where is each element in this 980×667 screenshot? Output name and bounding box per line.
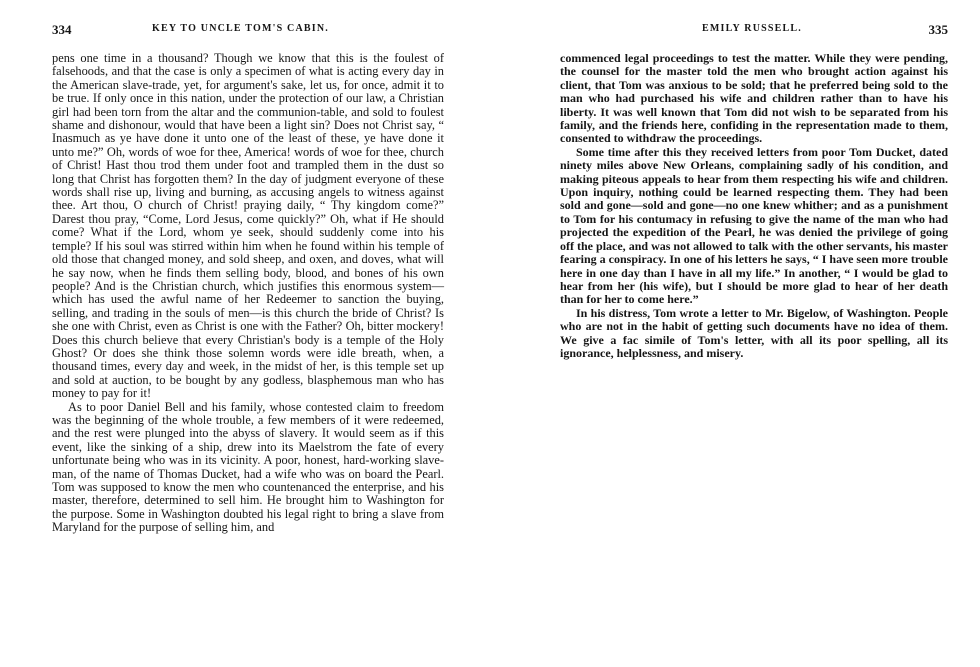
left-page-body bbox=[52, 52, 444, 535]
right-page-header bbox=[560, 22, 948, 38]
left-page-number: 334 bbox=[52, 22, 72, 37]
right-page-number: 335 bbox=[928, 22, 948, 37]
right-paragraph-1: commenced legal proceedings to test the matter. While they were pending, the counsel for the master told the men who brought action against his client, that Tom was anxious to be sold; that he preferred being sold to the man who had purchased his wife and children rather than to have his liberty. It was well known that Tom did not wish to be separated from his family, and the friends here, confiding in the representation made to them, consented to withdraw the proceedings. bbox=[560, 51, 948, 146]
left-page-header bbox=[52, 22, 444, 38]
right-running-head: EMILY RUSSELL. bbox=[702, 23, 802, 34]
left-paragraph-1: pens one time in a thousand? Though we know that this is the foulest of falsehoods, and that the case is only a specimen of what is acting every day in the American slave-trade, yet, for argument's sake, let us, for once, admit it to be true. If only once in this nation, under the protection of our law, a Christian girl had been torn from the altar and the communion-table, and sold to foulest shame and dishonour, would that have been a light sin? Does not Christ say, “ Inasmuch as ye have done it unto one of the least of these, ye have done it unto me?” Oh, words of woe for thee, America! words of woe for thee, church of Christ! Hast thou trod them under foot and trampled them in the dust so long that Christ has forgotten them? In the day of judgment everyone of these words shall rise up, living and burning, as accusing angels to witness against thee. Art thou, O church of Christ! praying daily, “ Thy kingdom come?” Darest thou pray, “Come, Lord Jesus, come quickly?” Oh, what if He should come? What if the Lord, whom ye seek, should suddenly come into his temple? If his soul was stirred within him when he found within his temple of old those that changed money, and sold sheep, and oxen, and doves, what will he say now, when he finds them selling body, blood, and bones of his own people? And is the Christian church, which justifies this enormous system—which has used the awful name of her Redeemer to sanction the buying, selling, and trading in the souls of men—is this church the bride of Christ? Is she one with Christ, even as Christ is one with the Father? Oh, bitter mockery! Does this church believe that every Christian's body is a temple of the Holy Ghost? Or does she think those solemn words were idle breath, when, a thousand times, every day and week, in the midst of her, is this temple set up and sold at auction, to be bought by any godless, blasphemous man who has money to pay for it! bbox=[52, 51, 444, 401]
left-running-head: KEY TO UNCLE TOM'S CABIN. bbox=[152, 23, 329, 34]
right-page-body bbox=[560, 52, 948, 360]
left-paragraph-2: As to poor Daniel Bell and his family, whose contested claim to freedom was the beginning of the whole trouble, a few members of it were redeemed, and the rest were plunged into the abyss of slavery. It would seem as if this event, like the sinking of a ship, drew into its Maelstrom the fate of every unfortunate being who was in its vicinity. A poor, honest, hard-working slave-man, of the name of Thomas Ducket, had a wife who was on board the Pearl. Tom was supposed to know the men who countenanced the enterprise, and his master, therefore, determined to sell him. He brought him to Washington for the purpose. Some in Washington doubted his legal right to bring a slave from Maryland for the purpose of selling him, and bbox=[52, 399, 444, 535]
right-paragraph-3: In his distress, Tom wrote a letter to Mr. Bigelow, of Washington. People who are not in the habit of getting such documents have no idea of them. We give a fac simile of Tom's letter, with all its poor spelling, all its ignorance, helplessness, and misery. bbox=[560, 305, 948, 360]
right-paragraph-2: Some time after this they received letters from poor Tom Ducket, dated ninety miles above New Orleans, complaining sadly of his condition, and making piteous appeals to hear from them respecting his wife and children. Upon inquiry, nothing could be learned respecting them. They had been sold and gone—sold and gone—no one knew whither; and as a punishment to Tom for his contumacy in refusing to give the name of the man who had projected the expedition of the Pearl, he was denied the privilege of going off the place, and was not allowed to talk with the other servants, his master fearing a conspiracy. In one of his letters he says, “ I have seen more trouble here in one day than I have in all my life.” In another, “ I would be glad to hear from her (his wife), but I should be more glad to hear of her death than for her to come here.” bbox=[560, 144, 948, 307]
